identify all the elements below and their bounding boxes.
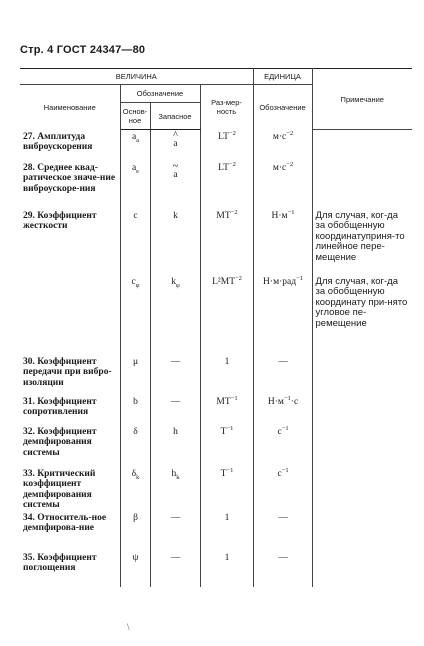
table-row [20, 395, 412, 425]
quantity-name: 27. Амплитуда виброускорения [20, 130, 120, 161]
unit-symbol: $м\cdot с^{-2}$ [253, 161, 312, 209]
table-row [20, 355, 412, 395]
quantity-name: 30. Коэффициент передачи при вибро-изоляции [20, 355, 120, 395]
note [312, 467, 412, 511]
main-symbol: $a_a$ [120, 130, 150, 161]
unit-symbol: — [253, 551, 312, 587]
unit-symbol: $с^{-1}$ [253, 467, 312, 511]
note [312, 551, 412, 587]
quantity-name: 34. Относитель-ное демпфирова-ние [20, 511, 120, 551]
table-row [20, 275, 412, 355]
dimension: $LT^{-2}$ [200, 161, 253, 209]
spare-symbol: — [150, 355, 200, 395]
quantity-name: 32. Коэффициент демпфирования системы [20, 425, 120, 467]
main-symbol: $c_\varphi$ [120, 275, 150, 355]
unit-header: ЕДИНИЦА [253, 69, 312, 85]
quantities-table [20, 68, 412, 587]
note [312, 511, 412, 551]
main-symbol-header: Основ-ное [120, 103, 150, 130]
table-row [20, 161, 412, 209]
note [312, 130, 412, 161]
spare-symbol: h [150, 425, 200, 467]
quantity-name: 29. Коэффициент жесткости [20, 209, 120, 275]
spare-symbol: $h_k$ [150, 467, 200, 511]
spare-symbol: ^ a [150, 130, 200, 161]
designation-header: Обозначение [120, 85, 200, 103]
table-row [20, 467, 412, 511]
main-symbol: b [120, 395, 150, 425]
spare-symbol: — [150, 511, 200, 551]
dimension: $LT^{-2}$ [200, 130, 253, 161]
quantity-name: 33. Критический коэффициент демпфирования системы [20, 467, 120, 511]
unit-symbol: $Н\cdot м^{-1}\cdot с$ [253, 395, 312, 425]
main-symbol: $\delta_k$ [120, 467, 150, 511]
table-row [20, 511, 412, 551]
stray-mark: \ [127, 622, 130, 632]
main-symbol: c [120, 209, 150, 275]
unit-symbol: $с^{-1}$ [253, 425, 312, 467]
unit-symbol: $м\cdot с^{-2}$ [253, 130, 312, 161]
spare-symbol-header: Запасное [150, 103, 200, 130]
table-row [20, 209, 412, 275]
dimension: $MT^{-2}$ [200, 209, 253, 275]
page-header: Стр. 4 ГОСТ 24347—80 [20, 44, 146, 56]
quantity-name: 28. Среднее квад-ратическое значе-ние виброускоре-ния [20, 161, 120, 209]
note [312, 161, 412, 209]
unit-symbol: — [253, 355, 312, 395]
unit-symbol: — [253, 511, 312, 551]
spare-symbol: $k_\varphi$ [150, 275, 200, 355]
quantity-name [20, 275, 120, 355]
spare-symbol: k [150, 209, 200, 275]
dimension: $L^2MT^{-2}$ [200, 275, 253, 355]
dimension-header: Раз-мер-ность [200, 85, 253, 130]
dimension: $T^{-1}$ [200, 425, 253, 467]
unit-symbol: $Н\cdot м^{-1}$ [253, 209, 312, 275]
main-symbol: ψ [120, 551, 150, 587]
dimension: $T^{-1}$ [200, 467, 253, 511]
quantity-header: ВЕЛИЧИНА [20, 69, 253, 85]
dimension: 1 [200, 551, 253, 587]
main-symbol: β [120, 511, 150, 551]
note [312, 395, 412, 425]
quantity-name: 31. Коэффициент сопротивления [20, 395, 120, 425]
dimension: $MT^{-1}$ [200, 395, 253, 425]
unit-symbol: Н·м·рад$^{-1}$ [253, 275, 312, 355]
table-row [20, 130, 412, 161]
main-symbol: μ [120, 355, 150, 395]
main-symbol: δ [120, 425, 150, 467]
unit-designation-header: Обозначение [253, 85, 312, 130]
dimension: 1 [200, 355, 253, 395]
note [312, 425, 412, 467]
note: Для случая, ког-да за обобщенную координату при-нято угловое пе-ремещение [315, 275, 408, 329]
spare-symbol: — [150, 551, 200, 587]
name-header: Наименование [20, 85, 120, 130]
quantity-name: 35. Коэффициент поглощения [20, 551, 120, 587]
spare-symbol: — [150, 395, 200, 425]
note: Для случая, ког-да за обобщенную координатуприня-то линейное пере-мещение [315, 209, 405, 263]
main-symbol: $a_e$ [120, 161, 150, 209]
note [312, 355, 412, 395]
note-header: Примечание [312, 69, 412, 130]
table-row [20, 425, 412, 467]
dimension: 1 [200, 511, 253, 551]
table-row [20, 551, 412, 587]
spare-symbol: ~ a [150, 161, 200, 209]
